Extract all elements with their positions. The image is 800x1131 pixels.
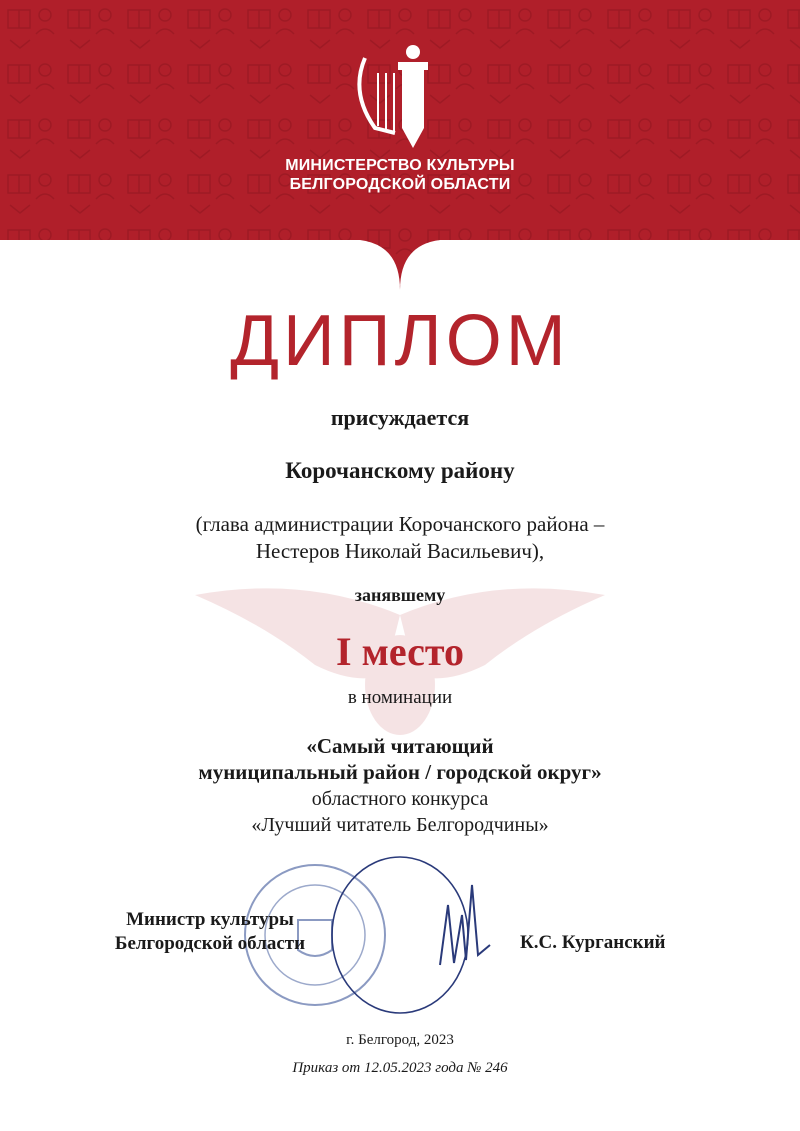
nomination-line-1: «Самый читающий bbox=[306, 734, 494, 758]
recipient-name: Корочанскому району bbox=[285, 458, 515, 483]
nomination-line-2: муниципальный район / городской округ» bbox=[198, 760, 602, 784]
awarded-text: присуждается bbox=[330, 405, 470, 430]
ministry-logo bbox=[340, 38, 450, 158]
contest-line-2: «Лучший читатель Белгородчины» bbox=[251, 814, 549, 836]
nomination-intro: в номинации bbox=[347, 687, 453, 708]
position-line-2: Белгородской области bbox=[114, 933, 306, 954]
ministry-line-2: БЕЛГОРОДСКОЙ ОБЛАСТИ bbox=[289, 176, 511, 193]
city-year: г. Белгород, 2023 bbox=[346, 1032, 454, 1048]
handwritten-signature bbox=[330, 845, 540, 1020]
place-text: I место bbox=[336, 629, 464, 674]
ministry-line-1: МИНИСТЕРСТВО КУЛЬТУРЫ bbox=[285, 157, 515, 174]
head-line-2: Нестеров Николай Васильевич), bbox=[255, 539, 545, 563]
head-line-1: (глава администрации Корочанского района – bbox=[195, 512, 605, 536]
position-line-1: Министр культуры bbox=[126, 909, 294, 930]
taken-text: занявшему bbox=[354, 585, 446, 605]
minister-position bbox=[100, 908, 320, 956]
contest-line-1: областного конкурса bbox=[311, 788, 489, 810]
ministry-name bbox=[0, 156, 800, 194]
diploma-title: ДИПЛОМ bbox=[230, 301, 570, 381]
order-reference: Приказ от 12.05.2023 года № 246 bbox=[292, 1060, 508, 1076]
minister-name: К.С. Курганский bbox=[520, 932, 666, 953]
